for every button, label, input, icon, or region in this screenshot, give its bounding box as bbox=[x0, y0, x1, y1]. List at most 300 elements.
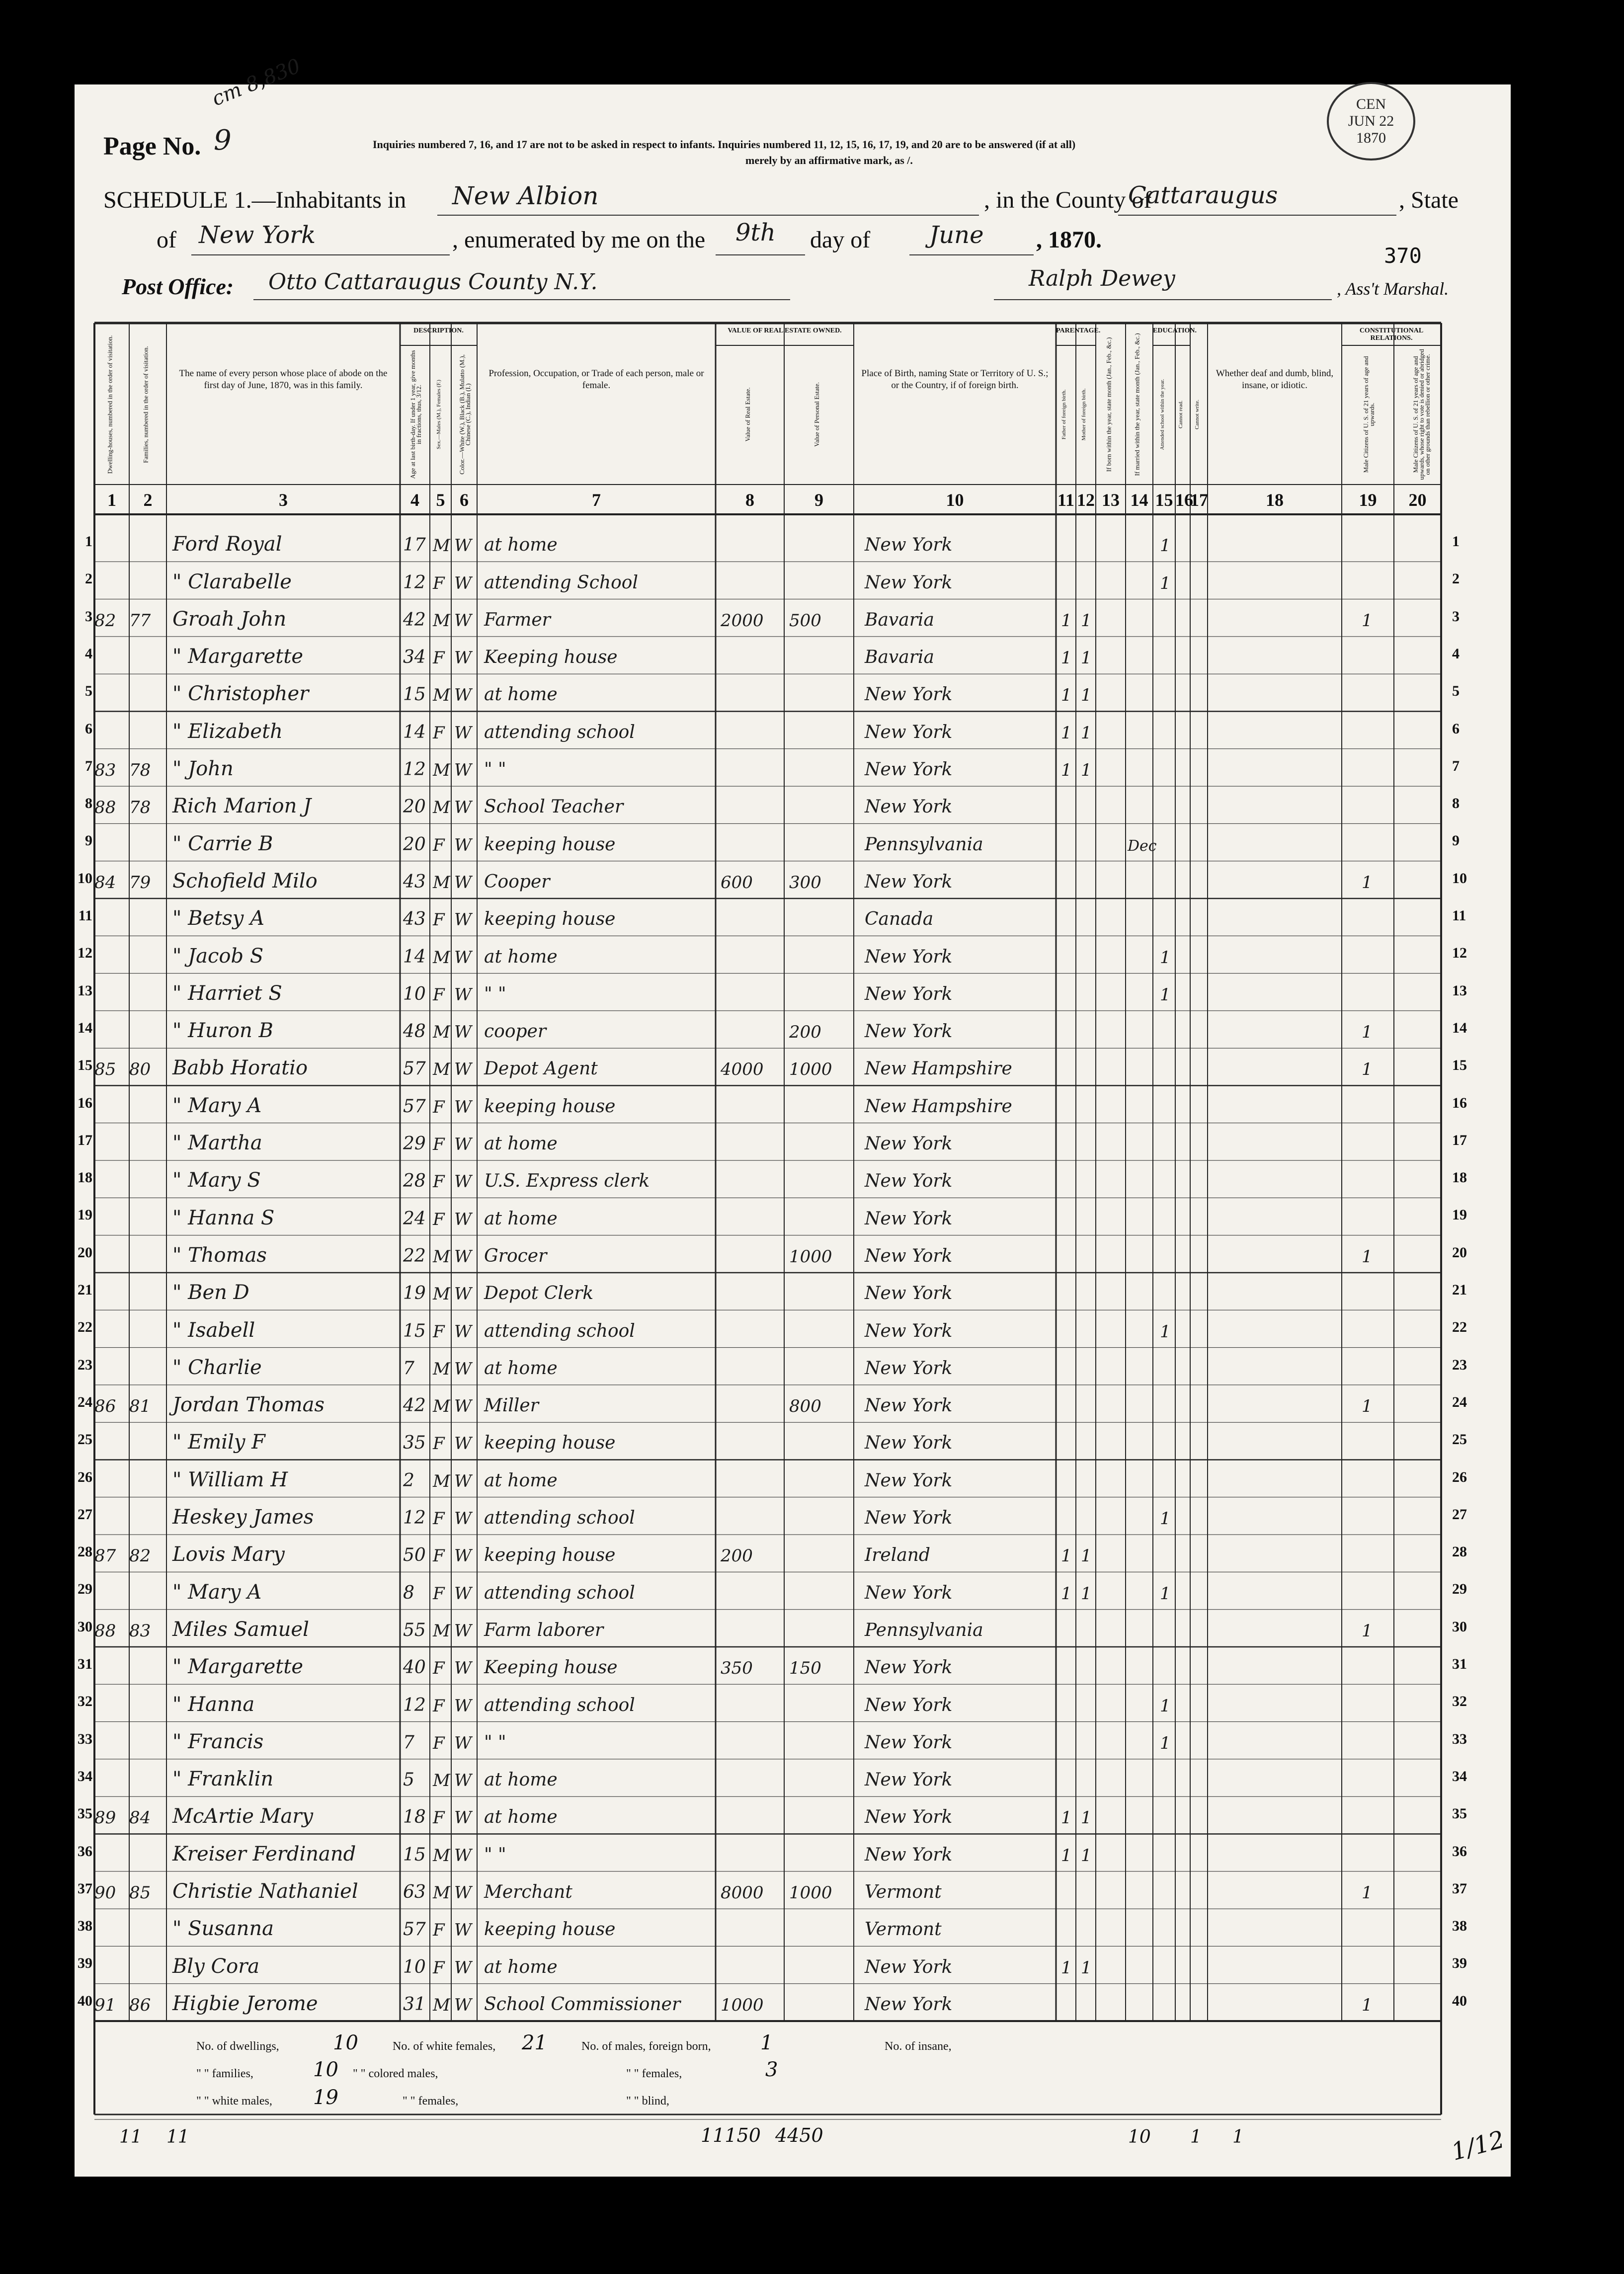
birthplace: New York bbox=[865, 1657, 953, 1678]
personal-estate-value: 1000 bbox=[789, 1883, 832, 1903]
column-header-15: Attended school within the year. bbox=[1159, 379, 1165, 450]
birthplace: New York bbox=[865, 1582, 953, 1603]
sex: F bbox=[433, 648, 445, 668]
attended-school: 1 bbox=[1160, 984, 1171, 1005]
margin-note: cm 8,830 bbox=[209, 54, 304, 111]
line-number-left: 14 bbox=[78, 1019, 92, 1036]
age: 42 bbox=[403, 609, 426, 630]
census-year: , 1870. bbox=[1036, 227, 1102, 253]
sex: M bbox=[433, 947, 450, 968]
mother-foreign: 1 bbox=[1081, 1957, 1092, 1978]
line-number-left: 10 bbox=[78, 870, 92, 887]
personal-estate-value: 800 bbox=[789, 1396, 821, 1417]
group-header-parentage: PARENTAGE. bbox=[1056, 327, 1101, 334]
real-estate-value: 4000 bbox=[721, 1059, 764, 1080]
stamp-text-3: 1870 bbox=[1356, 130, 1386, 146]
occupation: attending school bbox=[484, 1508, 635, 1529]
birthplace: New York bbox=[865, 1358, 953, 1379]
birthplace: New York bbox=[865, 1320, 953, 1341]
sex: M bbox=[433, 1883, 450, 1903]
of-label: of bbox=[157, 227, 176, 253]
table-row bbox=[75, 1535, 1511, 1572]
male-citizen: 1 bbox=[1362, 1883, 1373, 1903]
column-number-6: 6 bbox=[460, 490, 469, 510]
column-number-18: 18 bbox=[1266, 490, 1284, 510]
line-number-left: 20 bbox=[78, 1244, 92, 1261]
dwelling-number: 87 bbox=[94, 1546, 116, 1566]
occupation: attending school bbox=[484, 722, 635, 742]
column-header-13: If born within the year, state month (Jan., Feb., &c.) bbox=[1105, 337, 1112, 472]
age: 15 bbox=[403, 1844, 426, 1865]
line-number-right: 32 bbox=[1452, 1693, 1467, 1710]
sex: F bbox=[433, 573, 445, 593]
table-row bbox=[75, 674, 1511, 711]
person-name: Higbie Jerome bbox=[172, 1992, 318, 2015]
birthplace: New York bbox=[865, 1844, 953, 1865]
column-header-19: Male Citizens of U. S. of 21 years of age and upwards. bbox=[1362, 356, 1376, 473]
family-number: 85 bbox=[129, 1883, 151, 1903]
color: W bbox=[454, 910, 472, 930]
family-number: 78 bbox=[129, 798, 151, 818]
line-number-right: 2 bbox=[1452, 570, 1460, 587]
sex: F bbox=[433, 1321, 445, 1342]
sex: M bbox=[433, 685, 450, 706]
person-name: " Francis bbox=[172, 1730, 264, 1753]
white-females-count: 21 bbox=[522, 2031, 547, 2054]
line-number-right: 11 bbox=[1452, 907, 1466, 924]
day-of-label: day of bbox=[810, 227, 871, 253]
age: 63 bbox=[403, 1882, 426, 1903]
table-row bbox=[75, 1722, 1511, 1759]
sex: F bbox=[433, 1209, 445, 1229]
mother-foreign: 1 bbox=[1081, 1546, 1092, 1566]
white-males-count: 19 bbox=[313, 2086, 338, 2109]
color: W bbox=[454, 536, 472, 556]
birthplace: New York bbox=[865, 1171, 953, 1192]
age: 29 bbox=[403, 1134, 426, 1154]
line-number-right: 20 bbox=[1452, 1244, 1467, 1261]
occupation: " " bbox=[484, 1732, 506, 1753]
foreign-females-count: 3 bbox=[765, 2058, 778, 2081]
line-number-left: 6 bbox=[85, 720, 92, 737]
person-name: " Charlie bbox=[172, 1356, 262, 1379]
color: W bbox=[454, 947, 472, 968]
sex: F bbox=[433, 1658, 445, 1679]
father-foreign: 1 bbox=[1061, 760, 1072, 781]
color: W bbox=[454, 1471, 472, 1491]
age: 5 bbox=[403, 1770, 414, 1790]
table-row bbox=[75, 1834, 1511, 1871]
line-number-left: 7 bbox=[85, 757, 92, 774]
line-number-right: 17 bbox=[1452, 1132, 1467, 1148]
person-name: " Mary S bbox=[172, 1169, 261, 1192]
color: W bbox=[454, 1583, 472, 1604]
age: 50 bbox=[403, 1545, 426, 1566]
table-row bbox=[75, 898, 1511, 936]
line-number-left: 27 bbox=[78, 1506, 92, 1523]
line-number-right: 40 bbox=[1452, 1992, 1467, 2009]
sex: M bbox=[433, 1246, 450, 1267]
line-number-right: 5 bbox=[1452, 683, 1460, 700]
line-number-right: 15 bbox=[1452, 1057, 1467, 1074]
person-name: " Christopher bbox=[172, 682, 309, 706]
insane-label: No. of insane, bbox=[885, 2040, 952, 2053]
birthplace: New York bbox=[865, 1134, 953, 1154]
father-foreign: 1 bbox=[1061, 685, 1072, 706]
birthplace: Ireland bbox=[865, 1545, 930, 1566]
mother-foreign: 1 bbox=[1081, 648, 1092, 668]
column-header-14: If married within the year, state month (Jan., Feb., &c.) bbox=[1133, 332, 1141, 476]
occupation: Merchant bbox=[484, 1882, 572, 1903]
color: W bbox=[454, 1284, 472, 1304]
age: 57 bbox=[403, 1058, 426, 1079]
post-office: Otto Cattaraugus County N.Y. bbox=[268, 269, 598, 295]
person-name: Babb Horatio bbox=[172, 1056, 308, 1080]
occupation: at home bbox=[484, 535, 558, 556]
occupation: " " bbox=[484, 759, 506, 780]
column-header-17: Cannot write. bbox=[1194, 400, 1200, 429]
line-number-right: 34 bbox=[1452, 1768, 1467, 1785]
color: W bbox=[454, 1321, 472, 1342]
color: W bbox=[454, 1396, 472, 1417]
sex: F bbox=[433, 1097, 445, 1117]
column-number-19: 19 bbox=[1359, 490, 1377, 510]
color: W bbox=[454, 1957, 472, 1978]
person-name: Bly Cora bbox=[172, 1954, 260, 1978]
occupation: " " bbox=[484, 983, 506, 1004]
column-header-11: Father of foreign birth. bbox=[1061, 389, 1067, 440]
table-row bbox=[75, 637, 1511, 674]
line-number-right: 30 bbox=[1452, 1618, 1467, 1635]
personal-estate-value: 300 bbox=[789, 872, 821, 893]
group-header-description: DESCRIPTION. bbox=[413, 327, 464, 334]
column-number-15: 15 bbox=[1155, 490, 1173, 510]
person-name: " Carrie B bbox=[172, 832, 273, 855]
table-row bbox=[75, 1273, 1511, 1310]
line-number-left: 11 bbox=[78, 907, 92, 924]
page-no-value: 9 bbox=[214, 124, 232, 157]
occupation: keeping house bbox=[484, 1545, 616, 1566]
father-foreign: 1 bbox=[1061, 648, 1072, 668]
white-males-label: " " white males, bbox=[196, 2095, 272, 2108]
birthplace: New York bbox=[865, 759, 953, 780]
inquiry-note-1: Inquiries numbered 7, 16, and 17 are not to be asked in respect to infants. Inquiries numbered 11, 12, 15, 16, 17, 19, and 20 are to be answered (if at all) bbox=[373, 138, 1076, 151]
mother-foreign: 1 bbox=[1081, 1808, 1092, 1828]
attended-school: 1 bbox=[1160, 1696, 1171, 1716]
birthplace: New York bbox=[865, 1732, 953, 1753]
color: W bbox=[454, 1359, 472, 1379]
occupation: cooper bbox=[484, 1021, 547, 1042]
age: 31 bbox=[403, 1994, 426, 2015]
sex: M bbox=[433, 1995, 450, 2015]
color: W bbox=[454, 723, 472, 743]
column-number-10: 10 bbox=[946, 490, 964, 510]
sex: F bbox=[433, 1434, 445, 1454]
total-attended-school: 10 bbox=[1128, 2127, 1151, 2147]
column-header-1: Dwelling-houses, numbered in the order of visitation. bbox=[106, 335, 113, 474]
occupation: Keeping house bbox=[484, 1657, 618, 1678]
table-row bbox=[75, 861, 1511, 898]
age: 57 bbox=[403, 1919, 426, 1940]
person-name: " Harriet S bbox=[172, 981, 282, 1005]
dwelling-number: 89 bbox=[94, 1808, 116, 1828]
table-row bbox=[75, 1048, 1511, 1085]
person-name: " Martha bbox=[172, 1132, 262, 1155]
person-name: " Margarette bbox=[172, 645, 304, 668]
male-citizen: 1 bbox=[1362, 1396, 1373, 1417]
mother-foreign: 1 bbox=[1081, 760, 1092, 781]
line-number-right: 3 bbox=[1452, 608, 1460, 625]
locality: New Albion bbox=[452, 181, 599, 210]
person-name: " Mary A bbox=[172, 1094, 262, 1117]
column-header-5: Sex.—Males (M.), Females (F.) bbox=[435, 380, 442, 449]
age: 48 bbox=[403, 1021, 426, 1042]
table-row bbox=[75, 1572, 1511, 1609]
father-foreign: 1 bbox=[1061, 1845, 1072, 1866]
personal-estate-value: 150 bbox=[789, 1658, 821, 1679]
sex: M bbox=[433, 1284, 450, 1304]
occupation: keeping house bbox=[484, 1096, 616, 1117]
line-number-left: 18 bbox=[78, 1169, 92, 1186]
mother-foreign: 1 bbox=[1081, 610, 1092, 631]
line-number-right: 25 bbox=[1452, 1431, 1467, 1448]
color: W bbox=[454, 610, 472, 631]
foreign-males-label: No. of males, foreign born, bbox=[581, 2040, 711, 2053]
age: 35 bbox=[403, 1433, 426, 1454]
stamp-text-1: CEN bbox=[1356, 96, 1386, 112]
person-name: " Elizabeth bbox=[172, 720, 283, 743]
family-number: 80 bbox=[129, 1059, 151, 1080]
line-number-left: 34 bbox=[78, 1768, 92, 1785]
sex: M bbox=[433, 872, 450, 893]
sex: M bbox=[433, 1022, 450, 1043]
birthplace: New York bbox=[865, 1994, 953, 2015]
person-name: Miles Samuel bbox=[172, 1618, 309, 1641]
father-foreign: 1 bbox=[1061, 1808, 1072, 1828]
male-citizen: 1 bbox=[1362, 1246, 1373, 1267]
sex: F bbox=[433, 1696, 445, 1716]
line-number-left: 3 bbox=[85, 608, 92, 625]
attended-school: 1 bbox=[1160, 1321, 1171, 1342]
occupation: Farmer bbox=[484, 609, 551, 630]
person-name: " Isabell bbox=[172, 1318, 255, 1342]
line-number-left: 30 bbox=[78, 1618, 92, 1635]
occupation: keeping house bbox=[484, 1433, 616, 1454]
line-number-right: 23 bbox=[1452, 1356, 1467, 1373]
total-real-estate: 11150 bbox=[701, 2124, 761, 2146]
age: 17 bbox=[403, 535, 426, 556]
age: 24 bbox=[403, 1208, 426, 1229]
occupation: Miller bbox=[484, 1395, 539, 1416]
birthplace: New York bbox=[865, 1245, 953, 1266]
table-row bbox=[75, 524, 1511, 562]
color: W bbox=[454, 1135, 472, 1155]
line-number-left: 26 bbox=[78, 1468, 92, 1485]
family-number: 77 bbox=[129, 610, 151, 631]
occupation: attending School bbox=[484, 572, 638, 593]
table-row bbox=[75, 823, 1511, 861]
attended-school: 1 bbox=[1160, 1509, 1171, 1529]
table-row bbox=[75, 1796, 1511, 1834]
mother-foreign: 1 bbox=[1081, 1583, 1092, 1604]
line-number-left: 17 bbox=[78, 1132, 92, 1148]
enumerated-label: , enumerated by me on the bbox=[452, 227, 706, 253]
line-number-right: 35 bbox=[1452, 1805, 1467, 1822]
dwelling-number: 88 bbox=[94, 1621, 116, 1641]
occupation: attending school bbox=[484, 1695, 635, 1715]
age: 34 bbox=[403, 647, 426, 668]
column-number-4: 4 bbox=[410, 490, 419, 510]
age: 55 bbox=[403, 1620, 426, 1640]
person-name: " Thomas bbox=[172, 1243, 267, 1267]
stamp-text-2: JUN 22 bbox=[1348, 113, 1394, 129]
line-number-left: 22 bbox=[78, 1319, 92, 1336]
line-number-left: 12 bbox=[78, 945, 92, 962]
color: W bbox=[454, 1733, 472, 1753]
table-row bbox=[75, 749, 1511, 786]
birthplace: New Hampshire bbox=[865, 1096, 1012, 1117]
male-citizen: 1 bbox=[1362, 872, 1373, 893]
line-number-right: 18 bbox=[1452, 1169, 1467, 1186]
line-number-right: 28 bbox=[1452, 1543, 1467, 1560]
personal-estate-value: 1000 bbox=[789, 1059, 832, 1080]
birthplace: New York bbox=[865, 871, 953, 892]
sex: M bbox=[433, 536, 450, 556]
table-row bbox=[75, 786, 1511, 823]
table-row bbox=[75, 1647, 1511, 1684]
personal-estate-value: 1000 bbox=[789, 1246, 832, 1267]
color: W bbox=[454, 760, 472, 781]
group-header-education: EDUCATION. bbox=[1153, 327, 1197, 334]
column-number-17: 17 bbox=[1190, 490, 1208, 510]
person-name: Heskey James bbox=[172, 1506, 314, 1529]
attended-school: 1 bbox=[1160, 1583, 1171, 1604]
person-name: " Hanna bbox=[172, 1693, 255, 1716]
sex: M bbox=[433, 1359, 450, 1379]
line-number-right: 26 bbox=[1452, 1468, 1467, 1485]
attended-school: 1 bbox=[1160, 573, 1171, 593]
table-row bbox=[75, 1460, 1511, 1497]
column-header-12: Mother of foreign birth. bbox=[1081, 388, 1087, 441]
table-row bbox=[75, 1011, 1511, 1048]
occupation: at home bbox=[484, 1470, 558, 1491]
occupation: at home bbox=[484, 1956, 558, 1977]
table-row bbox=[75, 974, 1511, 1011]
age: 12 bbox=[403, 759, 426, 780]
dwelling-number: 82 bbox=[94, 610, 116, 631]
sex: F bbox=[433, 835, 445, 855]
sex: M bbox=[433, 1059, 450, 1080]
age: 2 bbox=[403, 1470, 414, 1491]
family-number: 83 bbox=[129, 1621, 151, 1641]
column-header-8: Value of Real Estate. bbox=[744, 387, 751, 442]
sex: M bbox=[433, 798, 450, 818]
line-number-right: 13 bbox=[1452, 982, 1467, 999]
line-number-right: 24 bbox=[1452, 1393, 1467, 1410]
sex: M bbox=[433, 610, 450, 631]
occupation: at home bbox=[484, 684, 558, 705]
column-header-10: Place of Birth, naming State or Territory of U. S.; or the Country, if of foreign birth. bbox=[861, 368, 1049, 391]
column-header-16: Cannot read. bbox=[1178, 400, 1184, 429]
sex: F bbox=[433, 1172, 445, 1192]
line-number-right: 19 bbox=[1452, 1207, 1467, 1223]
birthplace: New York bbox=[865, 1208, 953, 1229]
male-citizen: 1 bbox=[1362, 1995, 1373, 2015]
column-header-20: Male Citizens of U. S. of 21 years of age and upwards, whose right to vote is denied or abridged on other grounds than rebellion or other crime. bbox=[1411, 349, 1431, 480]
mother-foreign: 1 bbox=[1081, 1845, 1092, 1866]
family-number: 79 bbox=[129, 872, 151, 893]
group-header-constitutional: CONSTITUTIONAL RELATIONS. bbox=[1359, 327, 1424, 342]
color: W bbox=[454, 1246, 472, 1267]
table-row bbox=[75, 1759, 1511, 1796]
inquiry-note-2: merely by an affirmative mark, as /. bbox=[745, 154, 913, 166]
age: 7 bbox=[403, 1358, 414, 1379]
age: 42 bbox=[403, 1395, 426, 1416]
column-header-2: Families, numbered in the order of visitation. bbox=[142, 345, 150, 463]
marshal-signature: Ralph Dewey bbox=[1029, 266, 1175, 291]
dwellings-count: 10 bbox=[333, 2031, 358, 2054]
father-foreign: 1 bbox=[1061, 1957, 1072, 1978]
line-number-right: 4 bbox=[1452, 645, 1460, 662]
birthplace: Canada bbox=[865, 909, 934, 930]
age: 14 bbox=[403, 722, 426, 742]
sex: F bbox=[433, 1808, 445, 1828]
line-number-left: 35 bbox=[78, 1805, 92, 1822]
person-name: " Clarabelle bbox=[172, 570, 292, 593]
person-name: " Huron B bbox=[172, 1019, 273, 1043]
line-number-right: 38 bbox=[1452, 1918, 1467, 1935]
marshal-label: , Ass't Marshal. bbox=[1337, 279, 1449, 299]
father-foreign: 1 bbox=[1061, 723, 1072, 743]
real-estate-value: 8000 bbox=[721, 1883, 764, 1903]
total-cannot-read: 1 bbox=[1190, 2127, 1202, 2147]
blind-label: " " blind, bbox=[626, 2095, 669, 2108]
occupation: at home bbox=[484, 1134, 558, 1154]
color: W bbox=[454, 1696, 472, 1716]
line-number-right: 31 bbox=[1452, 1656, 1467, 1672]
corner-note: 1/12 bbox=[1448, 2125, 1508, 2166]
table-row bbox=[75, 1123, 1511, 1160]
person-name: Schofield Milo bbox=[172, 869, 318, 893]
column-number-2: 2 bbox=[143, 490, 153, 510]
attended-school: 1 bbox=[1160, 947, 1171, 968]
person-name: " Jacob S bbox=[172, 944, 264, 968]
age: 43 bbox=[403, 871, 426, 892]
color: W bbox=[454, 1621, 472, 1641]
birthplace: New York bbox=[865, 983, 953, 1004]
occupation: Grocer bbox=[484, 1245, 547, 1266]
birthplace: New York bbox=[865, 1433, 953, 1454]
table-row bbox=[75, 712, 1511, 749]
table-row bbox=[75, 1909, 1511, 1946]
color: W bbox=[454, 1546, 472, 1566]
color: W bbox=[454, 984, 472, 1005]
column-header-4: Age at last birth-day. If under 1 year, give months in fractions, thus, 3/12. bbox=[409, 350, 422, 479]
line-number-left: 23 bbox=[78, 1356, 92, 1373]
table-row bbox=[75, 1235, 1511, 1273]
occupation: " " bbox=[484, 1844, 506, 1865]
state: New York bbox=[199, 221, 316, 249]
occupation: at home bbox=[484, 1807, 558, 1828]
birthplace: Pennsylvania bbox=[865, 834, 983, 855]
birthplace: New York bbox=[865, 1956, 953, 1977]
column-number-5: 5 bbox=[436, 490, 445, 510]
color: W bbox=[454, 1920, 472, 1941]
real-estate-value: 2000 bbox=[721, 610, 764, 631]
birthplace: Vermont bbox=[865, 1882, 942, 1903]
line-number-left: 4 bbox=[85, 645, 92, 662]
age: 22 bbox=[403, 1245, 426, 1266]
